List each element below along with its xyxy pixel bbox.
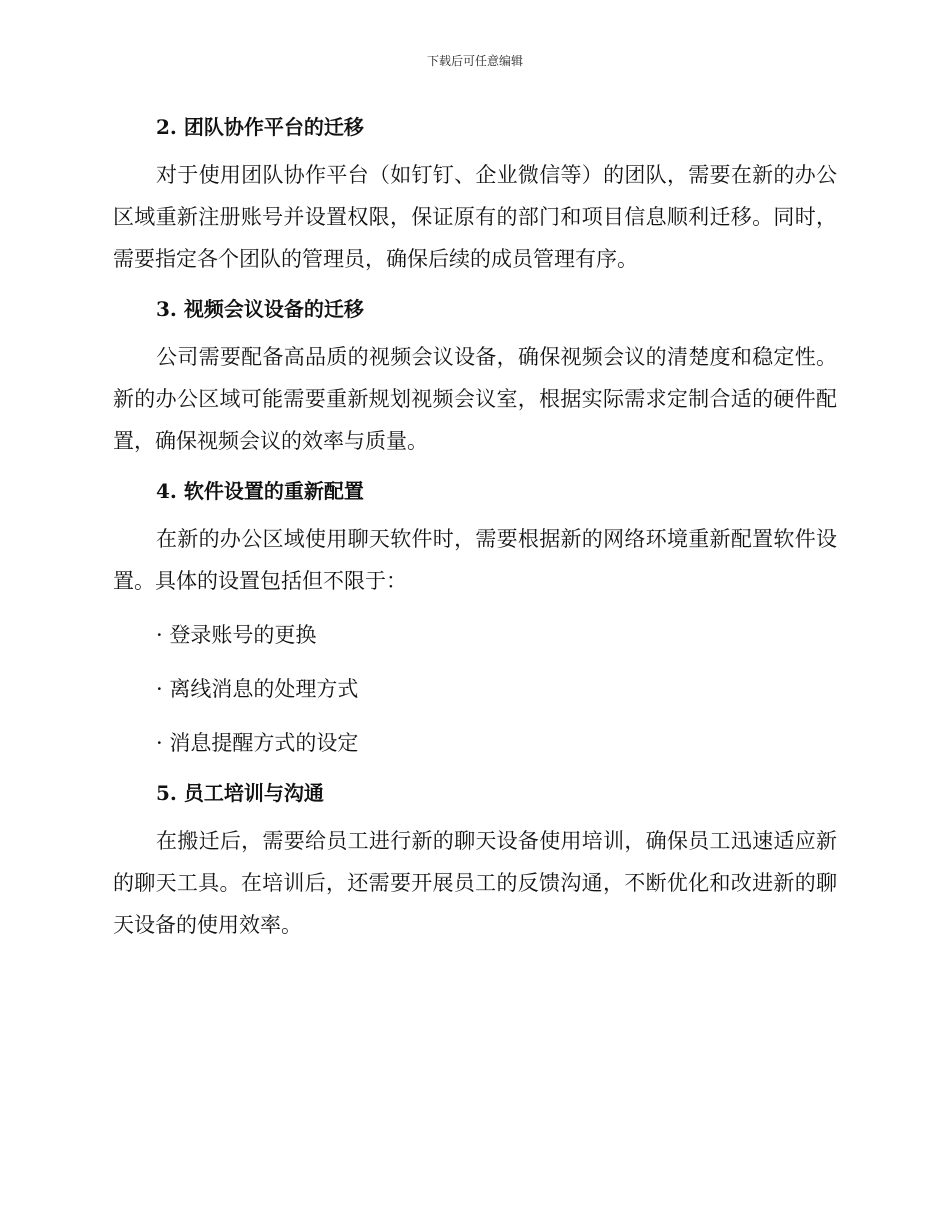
section-2: [113, 112, 837, 280]
section-paragraph: 对于使用团队协作平台（如钉钉、企业微信等）的团队，需要在新的办公区域重新注册账号并设置权限，保证原有的部门和项目信息顺利迁移。同时，需要指定各个团队的管理员，确保后续的成员管理有序。: [113, 163, 837, 271]
section-heading: 5. 员工培训与沟通: [156, 781, 324, 805]
list-item: · 消息提醒方式的设定: [156, 731, 359, 755]
list-item: · 离线消息的处理方式: [156, 677, 359, 701]
document-body: [113, 112, 837, 946]
list-item: · 登录账号的更换: [156, 623, 317, 647]
section-paragraph: 在搬迁后，需要给员工进行新的聊天设备使用培训，确保员工迅速适应新的聊天工具。在培训后，还需要开展员工的反馈沟通，不断优化和改进新的聊天设备的使用效率。: [113, 829, 837, 937]
section-paragraph: 在新的办公区域使用聊天软件时，需要根据新的网络环境重新配置软件设置。具体的设置包括但不限于：: [113, 527, 837, 593]
section-heading: 4. 软件设置的重新配置: [156, 479, 364, 503]
section-heading: 3. 视频会议设备的迁移: [156, 297, 364, 321]
section-heading: 2. 团队协作平台的迁移: [156, 115, 364, 139]
section-5: [113, 778, 837, 946]
section-4: [113, 476, 837, 764]
section-paragraph: 公司需要配备高品质的视频会议设备，确保视频会议的清楚度和稳定性。新的办公区域可能需要重新规划视频会议室，根据实际需求定制合适的硬件配置，确保视频会议的效率与质量。: [113, 345, 837, 453]
page-header: 下载后可任意编辑: [426, 54, 523, 68]
section-3: [113, 294, 837, 462]
